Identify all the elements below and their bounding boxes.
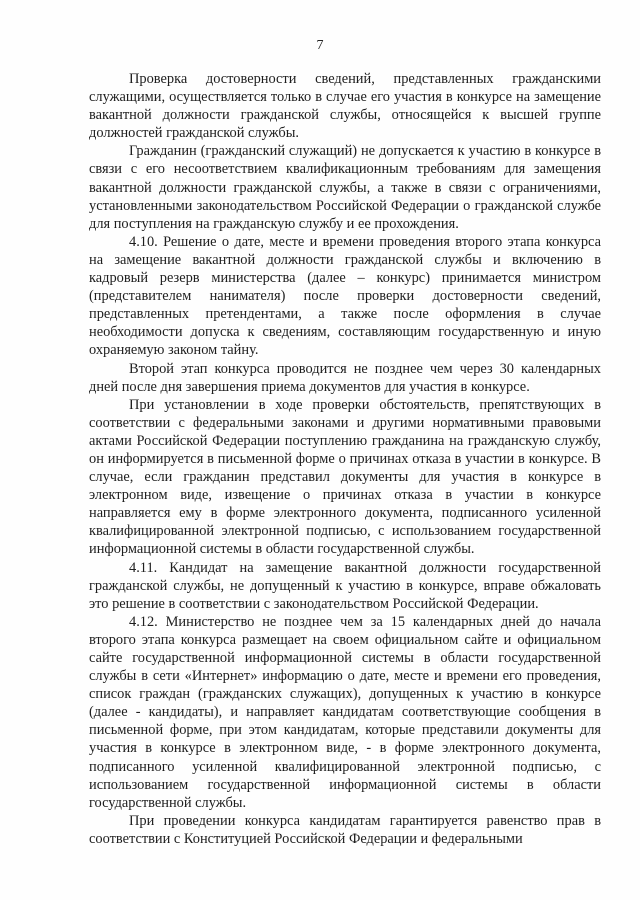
paragraph-4-10: 4.10. Решение о дате, месте и времени проведения второго этапа конкурса на замещение вакантной должности гражданской службы и включению в кадровый резерв министерства (далее – конкурс) принимается министром (представителем нанимателя) после проверки достоверности сведений, представленных претендентами, а также после оформления в случае необходимости допуска к сведениям, составляющим государственную и иную охраняемую законом тайну. xyxy=(89,233,601,359)
paragraph-admission-refusal: Гражданин (гражданский служащий) не допускается к участию в конкурсе в связи с его несоответствием квалификационным требованиям для замещения вакантной должности гражданской службы, а также в связи с ограничениями, установленными законодательством Российской Федерации о гражданской службе для поступления на гражданскую службу и ее прохождения. xyxy=(89,143,601,232)
paragraph-equal-rights: При проведении конкурса кандидатам гарантируется равенство прав в соответствии с Конституцией Российской Федерации и федеральными xyxy=(89,812,601,847)
page-number: 7 xyxy=(316,38,324,53)
paragraph-second-stage-deadline: Второй этап конкурса проводится не позднее чем через 30 календарных дней после дня завершения приема документов для участия в конкурсе. xyxy=(89,360,601,395)
paragraph-4-12: 4.12. Министерство не позднее чем за 15 календарных дней до начала второго этапа конкурса размещает на своем официальном сайте и официальном сайте государственной информационной системы в области государственной службы в сети «Интернет» информацию о дате, месте и времени его проведения, список граждан (гражданских служащих), допущенных к участию в конкурсе (далее - кандидаты), и направляет кандидатам соответствующие сообщения в письменной форме, при этом кандидатам, которые представили документы для участия в конкурсе в электронном виде, - в форме электронного документа, подписанного усиленной квалифицированной электронной подписью, с использованием государственной информационной системы в области государственной службы. xyxy=(89,613,601,811)
paragraph-4-11: 4.11. Кандидат на замещение вакантной должности государственной гражданской службы, не допущенный к участию в конкурсе, вправе обжаловать это решение в соответствии с законодательством Российской Федерации. xyxy=(89,559,601,612)
paragraph-verification: Проверка достоверности сведений, представленных гражданскими служащими, осуществляется только в случае его участия в конкурсе на замещение вакантной должности гражданской службы, относящейся к высшей группе должностей гражданской службы. xyxy=(89,71,601,142)
document-body xyxy=(89,70,601,848)
paragraph-refusal-notification: При установлении в ходе проверки обстоятельств, препятствующих в соответствии с федеральными законами и другими нормативными правовыми актами Российской Федерации поступлению гражданина на гражданскую службу, он информируется в письменной форме о причинах отказа в участии в конкурсе. В случае, если гражданин представил документы для участия в конкурсе в электронном виде, извещение о причинах отказа в участии в конкурсе направляется ему в форме электронного документа, подписанного усиленной квалифицированной электронной подписью, с использованием государственной информационной системы в области государственной службы. xyxy=(89,396,601,558)
